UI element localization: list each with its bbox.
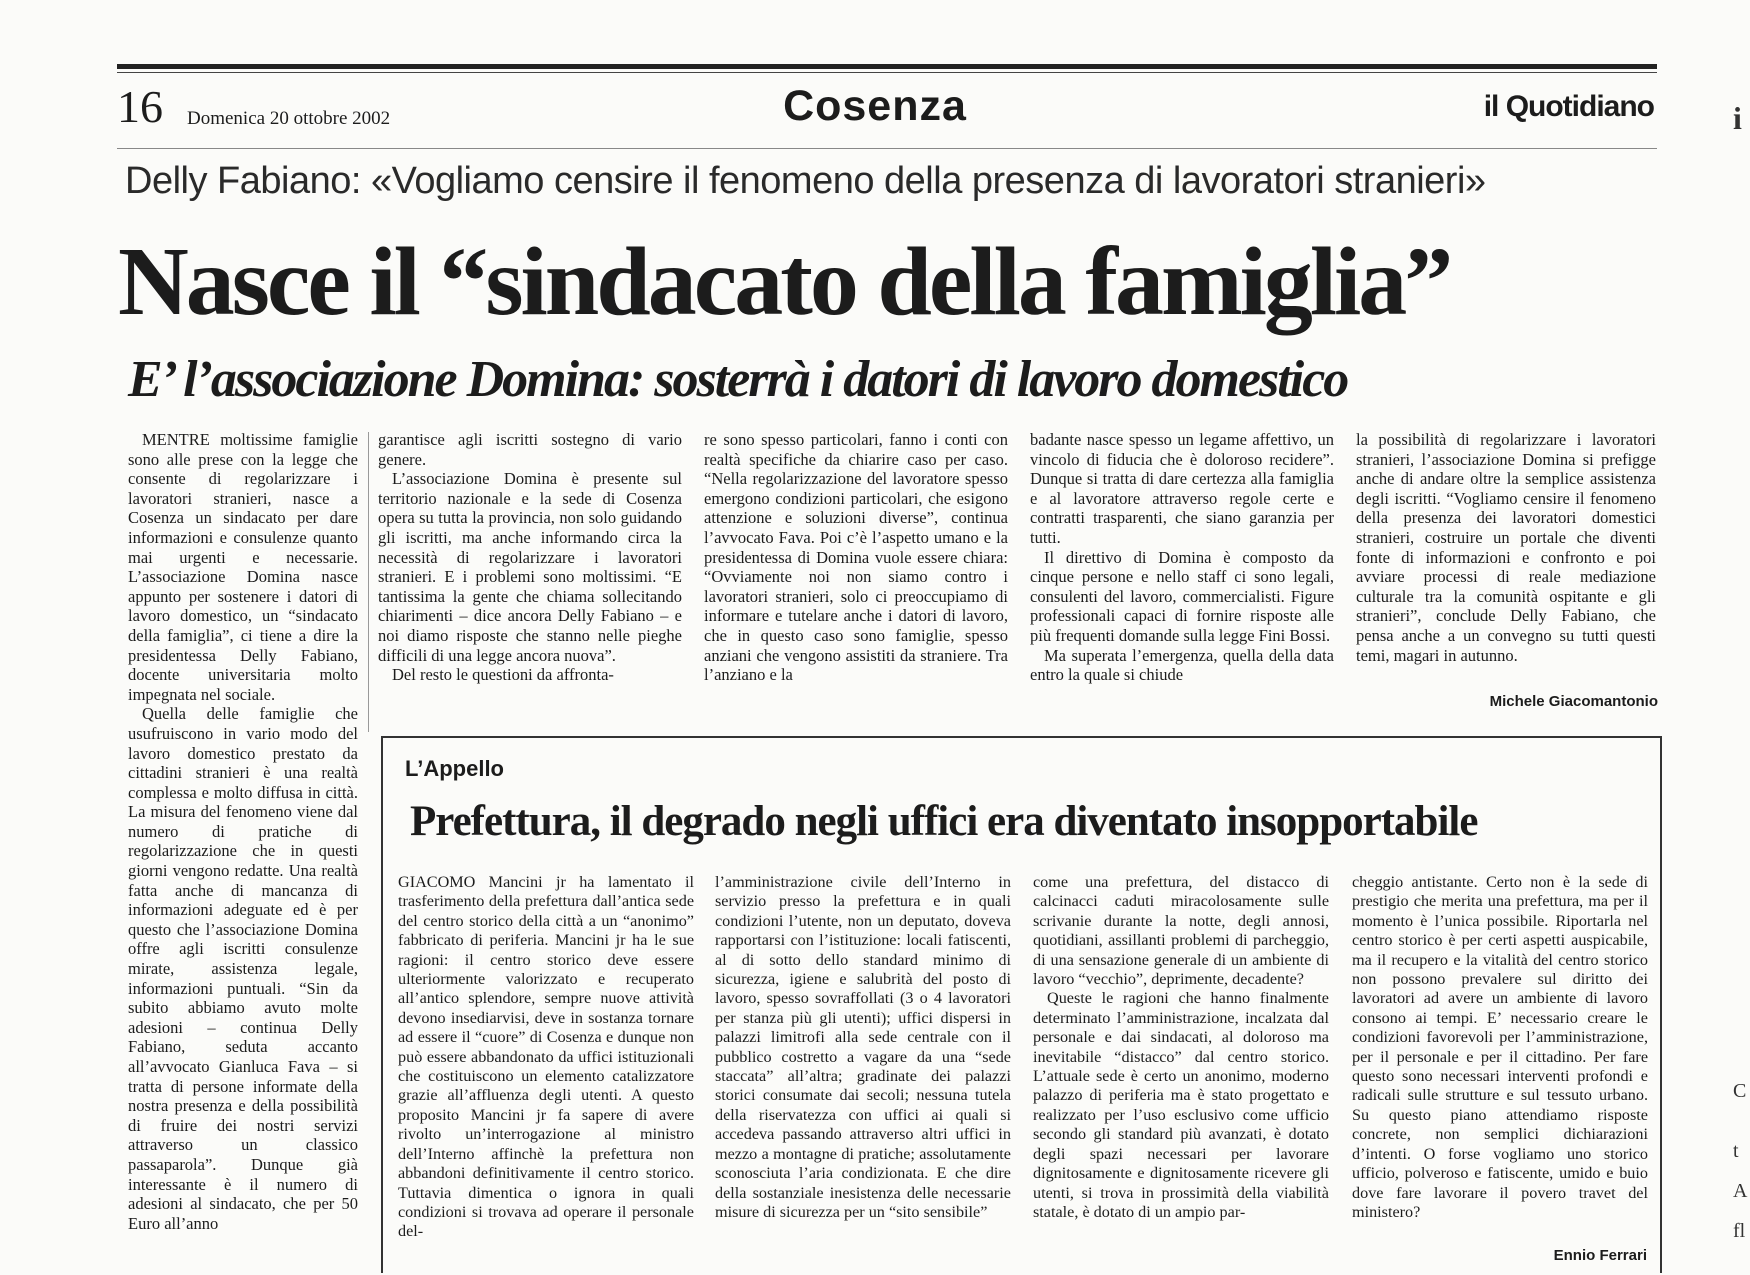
paragraph: MENTRE moltissime famiglie sono alle prese con la legge che consente di regolarizzare i lavoratori stranieri, nasce a Cosenza un sindacato per dare informazioni e consulenze quanto mai urgenti e necessarie. L’associazione Domina nasce appunto per sostenere i datori di lavoro domestico, un “sindacato della famiglia”, ci tiene a dire la presidentessa Delly Fabiano, docente universitaria molto impegnata nel sociale. <box>128 430 358 704</box>
appello-column-3 <box>1033 873 1329 1222</box>
appello-column-2 <box>715 873 1011 1222</box>
page-number: 16 <box>117 81 163 132</box>
appello-label: L’Appello <box>405 756 504 781</box>
section-title: Cosenza <box>783 82 967 130</box>
edge-fragment: t <box>1733 1140 1739 1162</box>
top-rule-thin <box>117 72 1657 73</box>
article-column-2 <box>378 430 682 685</box>
appello-column-4 <box>1352 873 1648 1222</box>
paragraph: Ma superata l’emergenza, quella della data entro la quale si chiude <box>1030 645 1334 685</box>
paragraph: re sono spesso particolari, fanno i conti con realtà specifiche da chiarire caso per caso. “Nella regolarizzazione del lavoratore spesso emergono condizioni particolari, che esigono attenzione e soluzioni diverse”, continua l’avvocato Fava. Poi c’è l’aspetto umano e la presidentessa di Domina vuole essere chiara: “Ovviamente noi non siamo contro i lavoratori stranieri, solo ci preoccupiamo di informare e tutelare anche i datori di lavoro, che in questo caso sono famiglie, spesso anziani che vengono assistiti da straniere. Tra l’anziano e la <box>704 430 1008 685</box>
top-rule <box>117 64 1657 69</box>
edge-fragment: i <box>1733 100 1742 136</box>
article-headline: Nasce il “sindacato della famiglia” <box>118 228 1451 336</box>
paragraph: L’associazione Domina è presente sul territorio nazionale e la sede di Cosenza opera su tutta la provincia, non solo guidando gli iscritti, ma anche informando circa la necessità di regolarizzare i lavoratori stranieri. E i problemi sono moltissimi. “E tantissima la gente che chiama sollecitando chiarimenti – dice ancora Delly Fabiano – e noi diamo risposte che stanno nelle pieghe difficili di una legge ancora nuova”. <box>378 469 682 665</box>
paragraph: GIACOMO Mancini jr ha lamentato il trasferimento della prefettura dall’antica sede del centro storico della città a un “anonimo” fabbricato di periferia. Mancini jr ha le sue ragioni: il centro storico deve essere ulteriormente valorizzato e recuperato all’antico splendore, sempre nuove attività devono insediarvisi, deve in sostanza tornare ad essere il “cuore” di Cosenza e dunque non può essere abbandonato da uffici istituzionali che costituiscono un elemento catalizzatore grazie all’affluenza degli utenti. A questo proposito Mancini jr fa sapere di avere rivolto un’interrogazione al ministro dell’Interno affinchè la prefettura non abbandoni definitivamente il centro storico. Tuttavia dimentica o ignora in quali condizioni si trovava ad operare il personale del- <box>398 873 694 1241</box>
edge-fragment: A <box>1733 1180 1748 1202</box>
issue-date: Domenica 20 ottobre 2002 <box>187 108 391 129</box>
article-column-5 <box>1356 430 1656 665</box>
masthead-divider <box>117 148 1657 149</box>
paragraph: Queste le ragioni che hanno finalmente determinato l’amministrazione, incalzata dal personale e dai sindacati, al doloroso ma inevitabile “distacco” dal centro storico. L’attuale sede è certo un anonimo, moderno palazzo di periferia ma è stato progettato e realizzato per l’uso esclusivo come ufficio secondo gli standard più avanzati, è dotato degli spazi necessari per lavorare dignitosamente e dignitosamente ricevere gli utenti, si trova in prossimità della viabilità statale, è dotato di un ampio par- <box>1033 989 1329 1221</box>
paragraph: cheggio antistante. Certo non è la sede di prestigio che merita una prefettura, ma per il momento è l’unica possibile. Riportarla nel centro storico è per certi aspetti auspicabile, ma il recupero e la vitalità del centro storico non possono prevalere sul diritto dei lavoratori ad avere un ambiente di lavoro consono ai tempi. E’ necessario creare le condizioni favorevoli per l’amministrazione, per il personale e per il cittadino. Per fare questo sono necessari interventi profondi e radicali sulle strutture e sul tessuto urbano. Su questo piano attendiamo risposte concrete, non semplici dichiarazioni d’intenti. O forse vogliamo uno storico ufficio, polveroso e fatiscente, umido e buio dove fare lavorare il povero travet del ministero? <box>1352 873 1648 1221</box>
paragraph: Del resto le questioni da affronta- <box>392 665 614 685</box>
paragraph: garantisce agli iscritti sostegno di vario genere. <box>378 430 682 469</box>
paragraph: l’amministrazione civile dell’Interno in servizio presso la prefettura e in quali condizioni l’utente, non un deputato, doveva rapportarsi con l’istituzione: locali fatiscenti, al di sotto dello standard minimo di sicurezza, igiene e salubrità del posto di lavoro, spesso sovraffollati (3 o 4 lavoratori per stanza più gli utenti); uffici dispersi in palazzi limitrofi alla sede centrale con il pubblico costretto a vagare da una “sede staccata” all’altra; gradinate dei palazzi storici consumate dai secoli; nessuna tutela della riservatezza con uffici ai quali si accedeva passando attraverso altri uffici in mezzo a montagne di pratiche; assolutamente sconosciuta l’aria condizionata. E che dire della sostanziale inesistenza delle necessarie misure di sicurezza per un “sito sensibile” <box>715 873 1011 1221</box>
article-subhead: E’ l’associazione Domina: sosterrà i datori di lavoro domestico <box>128 351 1348 408</box>
article-column-3 <box>704 430 1008 685</box>
edge-fragment: fl <box>1733 1220 1746 1242</box>
appello-title: Prefettura, il degrado negli uffici era diventato insopportabile <box>410 798 1478 845</box>
article-column-1 <box>128 430 358 1233</box>
appello-author: Ennio Ferrari <box>1553 1247 1647 1264</box>
paragraph: la possibilità di regolarizzare i lavoratori stranieri, l’associazione Domina si prefigge anche di andare oltre la semplice assistenza degli iscritti. “Vogliamo censire il fenomeno della presenza dei lavoratori domestici stranieri, costruire un portale che diventi fonte di informazioni e confronto e poi avviare processi di reale mediazione culturale tra la comunità ospitante e gli stranieri”, conclude Delly Fabiano, che pensa anche a un convegno su tutti questi temi, magari in autunno. <box>1356 430 1656 665</box>
paragraph: come una prefettura, del distacco di calcinacci caduti miracolosamente sulle scrivanie durante la notte, degli annosi, quotidiani, assillanti problemi di parcheggio, di una sensazione generale di un ambiente di lavoro “vecchio”, deprimente, decadente? <box>1033 873 1329 989</box>
edge-fragment: C <box>1733 1080 1747 1102</box>
paragraph: Il direttivo di Domina è composto da cinque persone e nello staff ci sono legali, consulenti del lavoro, commercialisti. Figure professionali capaci di fornire risposte alle più frequenti domande sulla legge Fini Bossi. <box>1030 547 1334 645</box>
paragraph: badante nasce spesso un legame affettivo, un vincolo di fiducia che è doloroso recidere”. Dunque si tratta di dare certezza alla famiglia e al lavoratore attraverso regole certe e contratti trasparenti, che siano garanzia per tutti. <box>1030 430 1334 547</box>
paragraph: Quella delle famiglie che usufruiscono in vario modo del lavoro domestico prestato da cittadini stranieri è una realtà complessa e molto diffusa in città. La misura del fenomeno viene dal numero di pratiche di regolarizzazione che in questi giorni vengono redatte. Una realtà fatta anche di mancanza di informazioni adeguate ed è per questo che l’associazione Domina offre agli iscritti consulenze mirate, assistenza legale, informazioni puntuali. “Sin da subito abbiamo avuto molte adesioni – continua Delly Fabiano, seduta accanto all’avvocato Gianluca Fava – si tratta di persone informate della nostra presenza e della possibilità di fruire dei nostri servizi attraverso un classico passaparola”. Dunque già interessante è il numero di adesioni al sindacato, che per 50 Euro all’anno <box>128 704 358 1233</box>
appello-column-1 <box>398 873 694 1242</box>
newspaper-brand: il Quotidiano <box>1483 90 1654 123</box>
article-kicker: Delly Fabiano: «Vogliamo censire il fenomeno della presenza di lavoratori stranieri» <box>125 160 1486 202</box>
article-author: Michele Giacomantonio <box>1489 693 1658 710</box>
article-column-4 <box>1030 430 1334 685</box>
column-rule <box>368 432 369 732</box>
